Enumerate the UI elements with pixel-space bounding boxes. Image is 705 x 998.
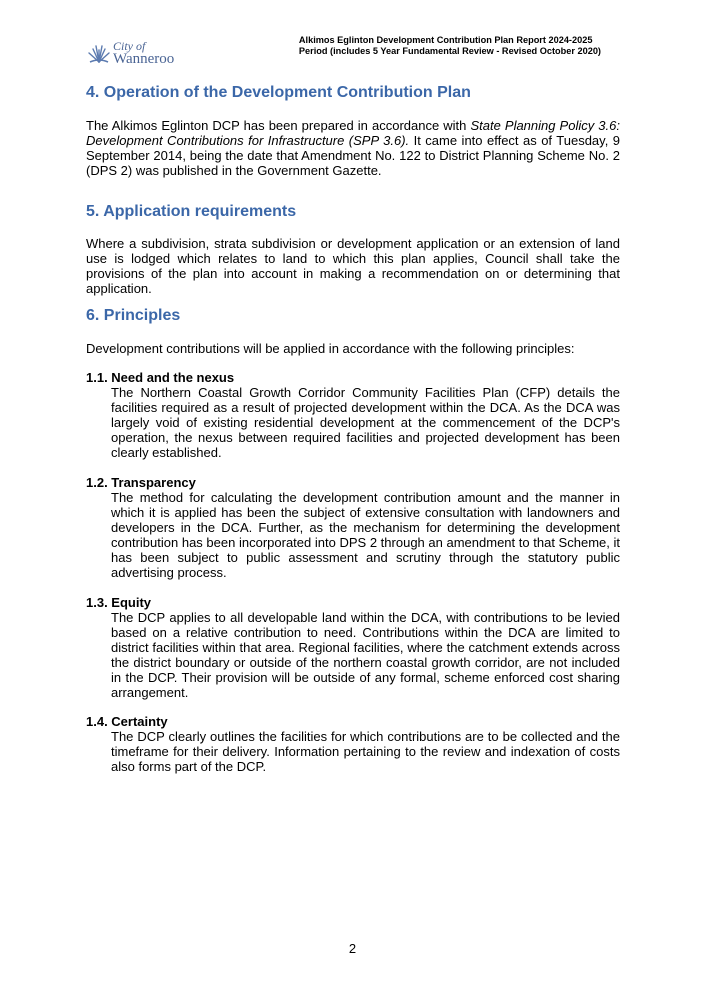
section-4-text-a: The Alkimos Eglinton DCP has been prepared in accordance with	[86, 118, 471, 133]
section-5-body: Where a subdivision, strata subdivision or development application or an extension of land use is lodged which relates to land to which this plan applies, Council shall take the provisions of the plan into account in making a recommendation on or determining that application.	[86, 236, 620, 296]
principle-title: 1.2. Transparency	[86, 475, 196, 490]
logo-wordmark	[113, 40, 174, 66]
section-4-italic-citation: State Planning Policy 3.6: Development Contributions for Infrastructure (SPP 3.6).	[86, 118, 620, 148]
section-4-text-b: It came into effect as of Tuesday, 9 September 2014, being the date that Amendment No. 122 to District Planning Scheme No. 2 (DPS 2) was published in the Government Gazette.	[86, 133, 620, 178]
header-line-2: Period (includes 5 Year Fundamental Review - Revised October 2020)	[298, 46, 601, 56]
logo-city-text: City of	[113, 39, 146, 53]
document-header	[299, 35, 601, 57]
section-4-body	[86, 118, 620, 178]
city-of-wanneroo-logo	[86, 40, 186, 70]
page-number: 2	[348, 941, 357, 956]
section-6-intro: Development contributions will be applied in accordance with the following principles:	[86, 341, 575, 356]
principle-title: 1.4. Certainty	[86, 714, 168, 729]
principle-title: 1.1. Need and the nexus	[86, 370, 235, 385]
section-5-heading: 5. Application requirements	[86, 203, 297, 220]
header-line-1: Alkimos Eglinton Development Contribution Plan Report 2024-2025	[298, 35, 593, 45]
principle-body: The DCP applies to all developable land within the DCA, with contributions to be levied based on a relative contribution to need. Contributions within the DCA are limited to district facilities within that area. Regional facilities, where the catchment extends across the district boundary or outside of the northern coastal growth corridor, are not included in the DCP. Their provision will be outside of any formal, scheme enforced cost sharing arrangement.	[111, 610, 620, 700]
section-4-heading: 4. Operation of the Development Contribution Plan	[86, 84, 471, 101]
principle-body: The method for calculating the development contribution amount and the manner in which it is applied has been the subject of extensive consultation with landowners and developers in the DCA. Further, as the mechanism for determining the development contribution has been incorporated into DPS 2 through an amendment to that Scheme, it has been subject to public assessment and scrutiny through the statutory public advertising process.	[111, 490, 620, 580]
section-6-heading: 6. Principles	[86, 307, 181, 324]
logo-name-text: Wanneroo	[113, 51, 175, 67]
principle-title: 1.3. Equity	[86, 595, 152, 610]
principle-body: The Northern Coastal Growth Corridor Community Facilities Plan (CFP) details the facilities required as a result of projected development within the DCA. As the DCA was largely void of existing residential development at the commencement of the DCP's operation, the nexus between required facilities and projected development has been clearly established.	[111, 385, 620, 460]
principle-body: The DCP clearly outlines the facilities for which contributions are to be collected and the timeframe for their delivery. Information pertaining to the review and indexation of costs also forms part of the DCP.	[111, 729, 620, 774]
flower-emblem-icon	[86, 40, 112, 66]
